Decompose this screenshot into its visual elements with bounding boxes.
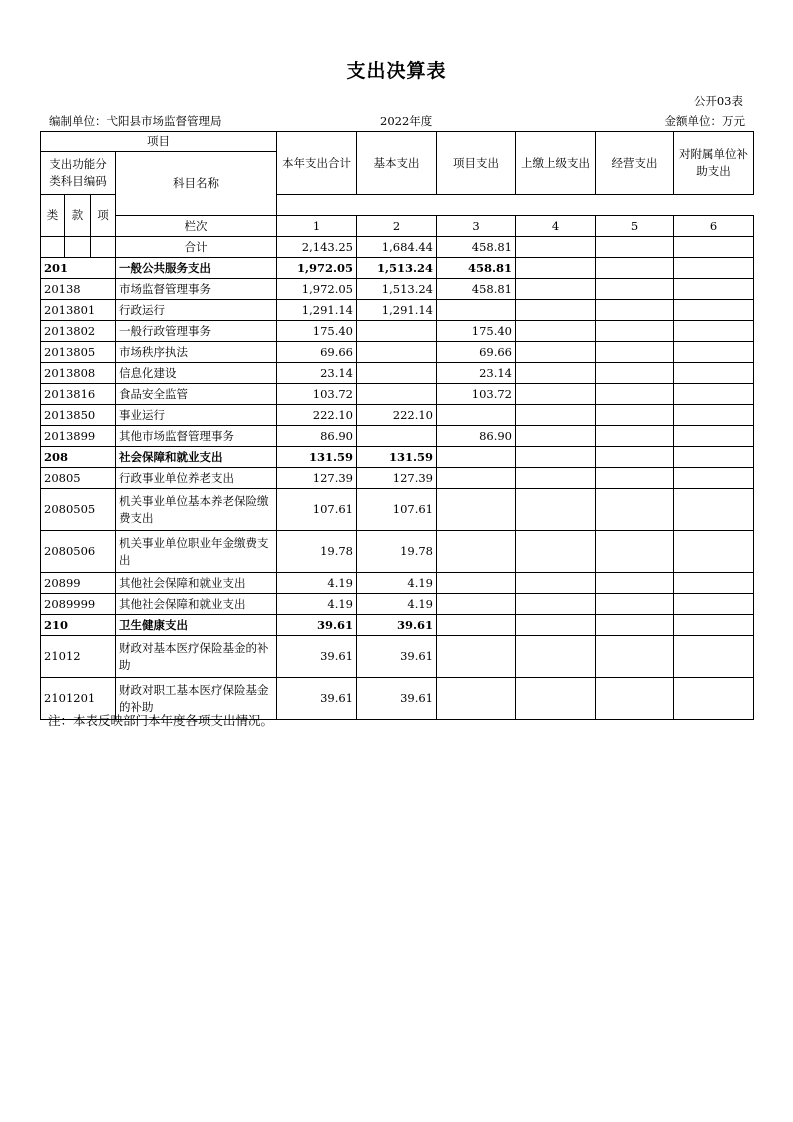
- expenditure-table: [40, 131, 754, 720]
- row-subsidy: [674, 489, 754, 531]
- row-code: 208: [41, 447, 116, 468]
- row-upper: [516, 426, 596, 447]
- row-business: [596, 531, 674, 573]
- row-name: 社会保障和就业支出: [116, 447, 277, 468]
- row-upper: [516, 363, 596, 384]
- row-business: [596, 363, 674, 384]
- row-basic: 107.61: [357, 489, 437, 531]
- row-business: [596, 447, 674, 468]
- row-subsidy: [674, 300, 754, 321]
- row-business: [596, 426, 674, 447]
- row-name: 一般公共服务支出: [116, 258, 277, 279]
- row-total: 39.61: [277, 678, 357, 720]
- row-total: 1,972.05: [277, 258, 357, 279]
- row-subsidy: [674, 426, 754, 447]
- table-row: [41, 615, 754, 636]
- row-total: 4.19: [277, 573, 357, 594]
- row-business: [596, 573, 674, 594]
- row-name: 市场秩序执法: [116, 342, 277, 363]
- row-subsidy: [674, 531, 754, 573]
- row-project: 458.81: [437, 279, 516, 300]
- compiling-unit: 编制单位：弋阳县市场监督管理局: [49, 114, 222, 128]
- row-name: 事业运行: [116, 405, 277, 426]
- col-number: 1: [277, 216, 357, 237]
- header-col-business: 经营支出: [596, 132, 674, 195]
- col-number: 2: [357, 216, 437, 237]
- row-business: [596, 321, 674, 342]
- col-number: 6: [674, 216, 754, 237]
- row-business: [596, 489, 674, 531]
- row-upper: [516, 447, 596, 468]
- row-basic: 4.19: [357, 594, 437, 615]
- row-upper: [516, 300, 596, 321]
- row-subsidy: [674, 363, 754, 384]
- row-total: 4.19: [277, 594, 357, 615]
- total-row: [41, 237, 754, 258]
- row-upper: [516, 573, 596, 594]
- row-project: 69.66: [437, 342, 516, 363]
- row-basic: 127.39: [357, 468, 437, 489]
- row-total: 86.90: [277, 426, 357, 447]
- row-business: [596, 594, 674, 615]
- row-name: 行政运行: [116, 300, 277, 321]
- row-subsidy: [674, 468, 754, 489]
- header-col-project: 项目支出: [437, 132, 516, 195]
- header-col-subsidy: 对附属单位补助支出: [674, 132, 754, 195]
- row-code: 2013801: [41, 300, 116, 321]
- row-code: 20138: [41, 279, 116, 300]
- row-subsidy: [674, 405, 754, 426]
- page-title: 支出决算表: [346, 60, 447, 82]
- row-code: 2013808: [41, 363, 116, 384]
- row-business: [596, 678, 674, 720]
- table-row: [41, 258, 754, 279]
- row-basic: 4.19: [357, 573, 437, 594]
- row-project: [437, 531, 516, 573]
- row-total: 19.78: [277, 531, 357, 573]
- table-row: [41, 447, 754, 468]
- row-code: 2101201: [41, 678, 116, 720]
- row-project: [437, 405, 516, 426]
- table-row: [41, 426, 754, 447]
- row-basic: 1,513.24: [357, 279, 437, 300]
- row-upper: [516, 678, 596, 720]
- row-name: 食品安全监管: [116, 384, 277, 405]
- table-row: [41, 405, 754, 426]
- row-code: 21012: [41, 636, 116, 678]
- row-basic: 39.61: [357, 636, 437, 678]
- row-project: [437, 489, 516, 531]
- row-subsidy: [674, 342, 754, 363]
- header-col-upper: 上缴上级支出: [516, 132, 596, 195]
- total-basic: 1,684.44: [357, 237, 437, 258]
- row-total: 39.61: [277, 615, 357, 636]
- table-row: [41, 321, 754, 342]
- row-name: 一般行政管理事务: [116, 321, 277, 342]
- table-row: [41, 573, 754, 594]
- row-basic: 1,513.24: [357, 258, 437, 279]
- row-total: 69.66: [277, 342, 357, 363]
- row-business: [596, 636, 674, 678]
- total-sum: 2,143.25: [277, 237, 357, 258]
- footnote: 注：本表反映部门本年度各项支出情况。: [48, 713, 274, 728]
- row-business: [596, 405, 674, 426]
- table-row: [41, 384, 754, 405]
- row-total: 103.72: [277, 384, 357, 405]
- row-upper: [516, 636, 596, 678]
- row-total: 127.39: [277, 468, 357, 489]
- row-business: [596, 384, 674, 405]
- total-label: 合计: [116, 237, 277, 258]
- header-xiang: 项: [91, 195, 116, 237]
- table-row: [41, 279, 754, 300]
- row-subsidy: [674, 636, 754, 678]
- row-project: 175.40: [437, 321, 516, 342]
- row-basic: 39.61: [357, 678, 437, 720]
- row-name: 卫生健康支出: [116, 615, 277, 636]
- row-project: [437, 678, 516, 720]
- row-upper: [516, 342, 596, 363]
- row-project: [437, 447, 516, 468]
- header-col-basic: 基本支出: [357, 132, 437, 195]
- row-code: 2013805: [41, 342, 116, 363]
- row-subsidy: [674, 594, 754, 615]
- row-subsidy: [674, 447, 754, 468]
- row-code: 2013850: [41, 405, 116, 426]
- row-upper: [516, 594, 596, 615]
- row-business: [596, 258, 674, 279]
- row-subsidy: [674, 258, 754, 279]
- row-basic: 131.59: [357, 447, 437, 468]
- row-code: 201: [41, 258, 116, 279]
- row-upper: [516, 279, 596, 300]
- row-basic: [357, 321, 437, 342]
- row-basic: 222.10: [357, 405, 437, 426]
- row-business: [596, 615, 674, 636]
- header-code-category: 支出功能分类科目编码: [41, 152, 116, 195]
- table-row: [41, 468, 754, 489]
- row-subsidy: [674, 678, 754, 720]
- row-upper: [516, 489, 596, 531]
- row-business: [596, 468, 674, 489]
- row-project: 23.14: [437, 363, 516, 384]
- row-subsidy: [674, 321, 754, 342]
- row-upper: [516, 384, 596, 405]
- row-name: 机关事业单位职业年金缴费支出: [116, 531, 277, 573]
- row-code: 2013802: [41, 321, 116, 342]
- table-row: [41, 594, 754, 615]
- row-project: [437, 636, 516, 678]
- row-code: 2013899: [41, 426, 116, 447]
- col-number: 5: [596, 216, 674, 237]
- row-name: 行政事业单位养老支出: [116, 468, 277, 489]
- table-row: [41, 636, 754, 678]
- row-upper: [516, 405, 596, 426]
- row-total: 131.59: [277, 447, 357, 468]
- row-subsidy: [674, 384, 754, 405]
- row-name: 财政对基本医疗保险基金的补助: [116, 636, 277, 678]
- row-code: 2080506: [41, 531, 116, 573]
- row-subsidy: [674, 279, 754, 300]
- row-name: 其他社会保障和就业支出: [116, 573, 277, 594]
- row-project: [437, 615, 516, 636]
- table-row: [41, 489, 754, 531]
- row-total: 1,291.14: [277, 300, 357, 321]
- row-total: 222.10: [277, 405, 357, 426]
- row-basic: 19.78: [357, 531, 437, 573]
- row-project: 86.90: [437, 426, 516, 447]
- row-basic: 1,291.14: [357, 300, 437, 321]
- table-row: [41, 363, 754, 384]
- header-lanci: 栏次: [116, 216, 277, 237]
- row-project: [437, 594, 516, 615]
- row-upper: [516, 258, 596, 279]
- row-basic: 39.61: [357, 615, 437, 636]
- row-upper: [516, 468, 596, 489]
- row-basic: [357, 363, 437, 384]
- row-code: 20899: [41, 573, 116, 594]
- meta-bar: [49, 113, 745, 129]
- row-basic: [357, 384, 437, 405]
- table-row: [41, 300, 754, 321]
- row-business: [596, 342, 674, 363]
- col-number: 3: [437, 216, 516, 237]
- fiscal-year: 2022年度: [380, 114, 433, 128]
- header-lei: 类: [41, 195, 65, 237]
- row-name: 信息化建设: [116, 363, 277, 384]
- row-code: 20805: [41, 468, 116, 489]
- row-total: 175.40: [277, 321, 357, 342]
- table-row: [41, 342, 754, 363]
- row-name: 其他社会保障和就业支出: [116, 594, 277, 615]
- header-col-total: 本年支出合计: [277, 132, 357, 195]
- col-number: 4: [516, 216, 596, 237]
- row-name: 市场监督管理事务: [116, 279, 277, 300]
- row-total: 107.61: [277, 489, 357, 531]
- row-project: [437, 468, 516, 489]
- row-name: 财政对职工基本医疗保险基金的补助: [116, 678, 277, 720]
- row-total: 39.61: [277, 636, 357, 678]
- row-code: 2089999: [41, 594, 116, 615]
- row-code: 210: [41, 615, 116, 636]
- row-basic: [357, 426, 437, 447]
- header-item: 项目: [41, 132, 277, 152]
- total-project: 458.81: [437, 237, 516, 258]
- money-unit: 金额单位：万元: [664, 114, 745, 128]
- row-subsidy: [674, 615, 754, 636]
- row-total: 1,972.05: [277, 279, 357, 300]
- row-subsidy: [674, 573, 754, 594]
- row-upper: [516, 321, 596, 342]
- header-kuan: 款: [65, 195, 91, 237]
- row-upper: [516, 531, 596, 573]
- row-project: [437, 300, 516, 321]
- row-code: 2080505: [41, 489, 116, 531]
- row-name: 机关事业单位基本养老保险缴费支出: [116, 489, 277, 531]
- row-basic: [357, 342, 437, 363]
- row-project: 103.72: [437, 384, 516, 405]
- row-upper: [516, 615, 596, 636]
- row-name: 其他市场监督管理事务: [116, 426, 277, 447]
- header-subject-name: 科目名称: [116, 152, 277, 216]
- row-business: [596, 279, 674, 300]
- row-business: [596, 300, 674, 321]
- row-project: 458.81: [437, 258, 516, 279]
- row-total: 23.14: [277, 363, 357, 384]
- row-code: 2013816: [41, 384, 116, 405]
- table-row: [41, 531, 754, 573]
- row-project: [437, 573, 516, 594]
- form-number: 公开03表: [693, 94, 743, 108]
